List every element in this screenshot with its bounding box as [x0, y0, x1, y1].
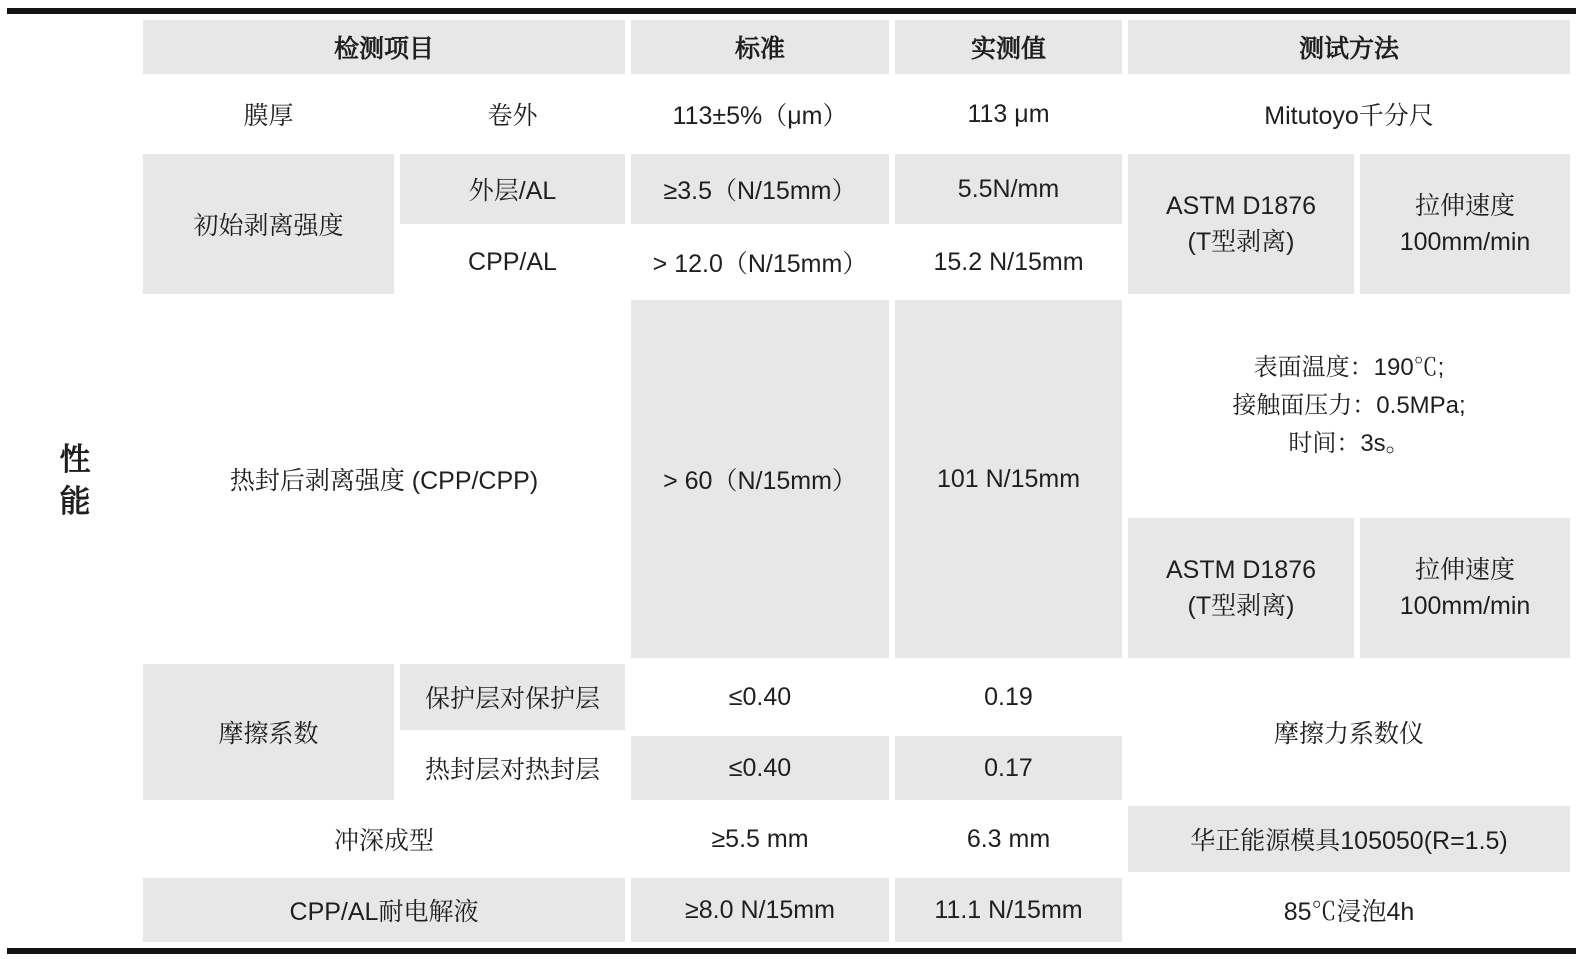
header-measured: 实测值 [895, 20, 1122, 74]
method-standard-line1: ASTM D1876 [1165, 555, 1317, 584]
cell-deep-drawing-method: 华正能源模具105050(R=1.5) [1128, 806, 1570, 872]
cell-friction-heatseal-sub: 热封层对热封层 [424, 756, 600, 784]
cell-heat-seal-method-standard [1128, 518, 1354, 658]
cell-film-thickness-method: Mitutoyo千分尺 [1264, 102, 1434, 130]
method-standard-line2: (T型剥离) [1187, 228, 1295, 256]
cell-friction-protective-sub: 保护层对保护层 [400, 664, 625, 730]
table-row [13, 878, 1570, 942]
side-category-label: 性能 [59, 442, 91, 519]
cell-heat-seal-peel-conditions [1128, 300, 1570, 512]
cell-initial-peel-item: 初始剥离强度 [143, 154, 394, 294]
cell-friction-heatseal-measured: 0.17 [895, 736, 1122, 800]
cell-friction-protective-standard: ≤0.40 [728, 682, 792, 711]
cell-electrolyte-measured: 11.1 N/15mm [895, 878, 1122, 942]
condition-time: 时间：3s。 [1288, 429, 1410, 457]
cell-friction-item: 摩擦系数 [143, 664, 394, 800]
cell-initial-peel-method-standard [1128, 154, 1354, 294]
cell-initial-peel-outer-measured: 5.5N/mm [895, 154, 1122, 224]
cell-electrolyte-standard: ≥8.0 N/15mm [631, 878, 889, 942]
header-method: 测试方法 [1128, 20, 1570, 74]
condition-surface-temp: 表面温度：190℃; [1253, 354, 1445, 382]
cell-film-thickness-item: 膜厚 [243, 102, 294, 130]
cell-film-thickness-standard: 113±5%（μm） [672, 102, 848, 130]
cell-friction-heatseal-standard: ≤0.40 [631, 736, 889, 800]
header-standard: 标准 [631, 20, 889, 74]
table-row [13, 80, 1570, 148]
cell-initial-peel-outer-sub: 外层/AL [400, 154, 625, 224]
header-item: 检测项目 [143, 20, 625, 74]
method-standard-line2: (T型剥离) [1187, 592, 1295, 620]
cell-deep-drawing-item: 冲深成型 [333, 827, 434, 855]
cell-initial-peel-cpp-standard: > 12.0（N/15mm） [652, 250, 868, 278]
method-speed-line2: 100mm/min [1399, 592, 1531, 620]
table-row [13, 154, 1570, 224]
table-row [13, 664, 1570, 730]
table-row [13, 806, 1570, 872]
cell-friction-protective-measured: 0.19 [984, 682, 1033, 711]
method-speed-line2: 100mm/min [1399, 228, 1531, 256]
side-category-cell [13, 20, 137, 942]
cell-heat-seal-method-speed [1360, 518, 1570, 658]
table-row [13, 300, 1570, 512]
cell-electrolyte-item: CPP/AL耐电解液 [143, 878, 625, 942]
cell-heat-seal-peel-standard: > 60（N/15mm） [631, 300, 889, 658]
method-speed-line1: 拉伸速度 [1415, 191, 1516, 220]
cell-film-thickness-measured: 113 μm [967, 99, 1050, 128]
cell-deep-drawing-standard: ≥5.5 mm [711, 824, 809, 853]
cell-initial-peel-cpp-measured: 15.2 N/15mm [933, 247, 1084, 276]
cell-friction-method: 摩擦力系数仪 [1274, 720, 1425, 748]
method-standard-line1: ASTM D1876 [1165, 191, 1317, 220]
condition-contact-pressure: 接触面压力：0.5MPa; [1232, 392, 1466, 420]
cell-deep-drawing-measured: 6.3 mm [966, 824, 1051, 853]
cell-heat-seal-peel-measured: 101 N/15mm [895, 300, 1122, 658]
cell-film-thickness-sub: 卷外 [487, 102, 538, 130]
performance-spec-table [7, 14, 1576, 948]
bottom-rule [7, 948, 1576, 954]
cell-heat-seal-peel-item: 热封后剥离强度 (CPP/CPP) [229, 467, 539, 495]
method-speed-line1: 拉伸速度 [1415, 555, 1516, 584]
cell-initial-peel-outer-standard: ≥3.5（N/15mm） [631, 154, 889, 224]
cell-electrolyte-method: 85℃浸泡4h [1283, 898, 1415, 926]
cell-initial-peel-method-speed [1360, 154, 1570, 294]
cell-initial-peel-cpp-sub: CPP/AL [468, 247, 557, 276]
